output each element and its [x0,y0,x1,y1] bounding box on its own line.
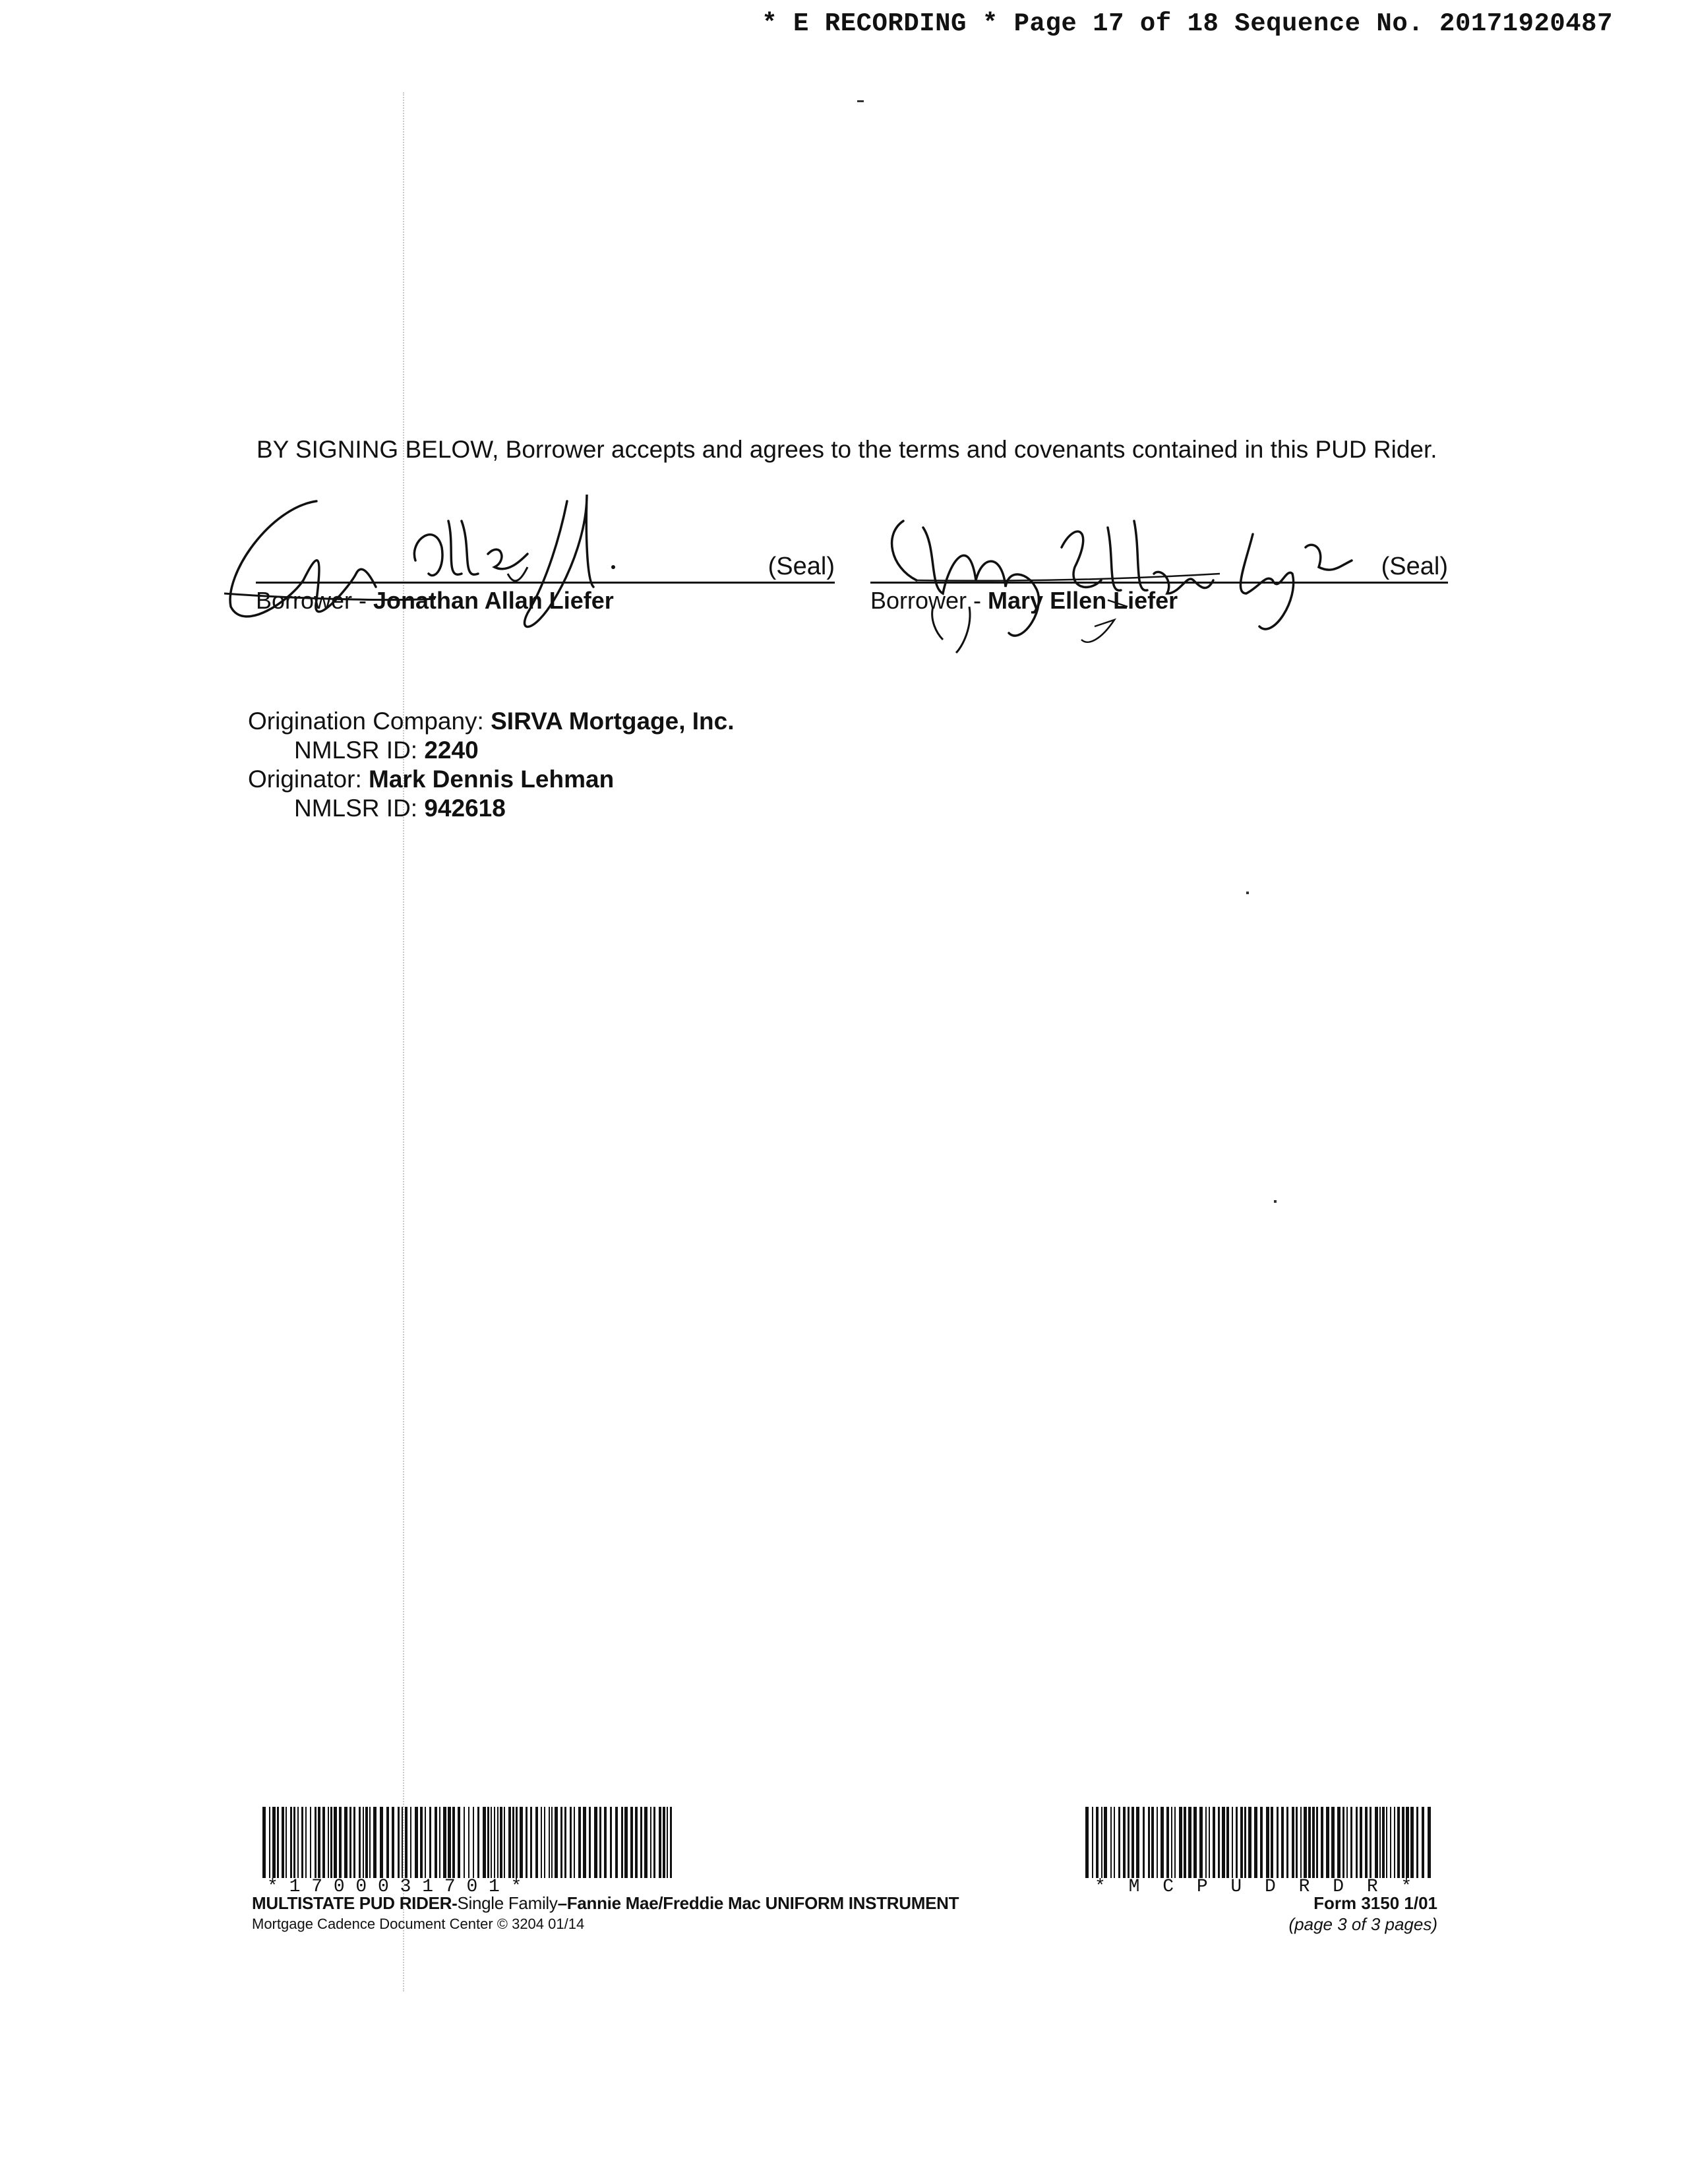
barcode-bar [448,1807,451,1878]
barcode-bar [328,1807,329,1878]
barcode-bar [386,1807,389,1878]
barcode-bar [315,1807,316,1878]
barcode-bar [435,1807,437,1878]
barcode-bar [290,1807,292,1878]
barcode-bar [1213,1807,1215,1878]
barcode-bar [473,1807,474,1878]
barcode-bar [464,1807,465,1878]
borrower-label: Borrower - Jonathan Allan Liefer [256,587,614,614]
barcode-bar [1184,1807,1186,1878]
handwritten-signature-borrower-2 [877,508,1404,659]
barcode-bar [439,1807,440,1878]
barcode-bar [653,1807,655,1878]
document-source: Mortgage Cadence Document Center © 3204 01/14 [252,1916,585,1932]
recording-header: * E RECORDING * Page 17 of 18 Sequence No. 20171920487 [762,9,1613,38]
barcode-bar [551,1807,553,1878]
barcode-bar [359,1807,361,1878]
barcode-bar [1101,1807,1102,1878]
barcode-bar [589,1807,591,1878]
barcode-bar [508,1807,511,1878]
barcode-bar [1240,1807,1243,1878]
barcode-left-text: * 1 7 0 0 0 3 1 7 0 1 * [267,1877,522,1897]
barcode-bar [1300,1807,1302,1878]
barcode-right [1085,1807,1433,1878]
barcode-bar [1104,1807,1107,1878]
barcode-bar [344,1807,347,1878]
barcode-bar [512,1807,514,1878]
barcode-bar [650,1807,651,1878]
form-number: Form 3150 1/01 [1313,1893,1437,1913]
barcode-bar [1271,1807,1273,1878]
barcode-bar [487,1807,489,1878]
barcode-bar [1148,1807,1150,1878]
barcode-bar [1110,1807,1112,1878]
barcode-bar [520,1807,523,1878]
barcode-bar [282,1807,284,1878]
barcode-bar [369,1807,371,1878]
barcode-bar [1422,1807,1424,1878]
barcode-bar [1244,1807,1246,1878]
barcode-bar [318,1807,320,1878]
barcode-bar [574,1807,575,1878]
barcode-bar [599,1807,601,1878]
barcode-bar [594,1807,597,1878]
barcode-bar [659,1807,661,1878]
barcode-bar [604,1807,607,1878]
barcode-bar [293,1807,295,1878]
barcode-bar [535,1807,538,1878]
barcode-bar [578,1807,581,1878]
barcode-bar [610,1807,612,1878]
barcode-bar [1397,1807,1400,1878]
page-count: (page 3 of 3 pages) [1288,1914,1437,1934]
barcode-bar [1428,1807,1431,1878]
barcode-bar [297,1807,299,1878]
barcode-bar [1248,1807,1251,1878]
barcode-bar [1179,1807,1182,1878]
barcode-bar [1304,1807,1307,1878]
barcode-bar [560,1807,562,1878]
barcode-bar [458,1807,460,1878]
barcode-bar [477,1807,479,1878]
barcode-bar [483,1807,486,1878]
barcode-bar [1360,1807,1362,1878]
barcode-bar [1254,1807,1257,1878]
barcode-bar [497,1807,498,1878]
barcode-bar [1188,1807,1191,1878]
barcode-bar [1096,1807,1099,1878]
scan-speck [1246,892,1249,894]
barcode-bar [1205,1807,1207,1878]
borrower-label: Borrower - Mary Ellen Liefer [870,587,1178,614]
barcode-bar [491,1807,492,1878]
barcode-bar [494,1807,495,1878]
barcode-bar [429,1807,431,1878]
barcode-bar [392,1807,394,1878]
barcode-bar [1143,1807,1145,1878]
barcode-bar [373,1807,377,1878]
barcode-bar [564,1807,566,1878]
barcode-bar [425,1807,426,1878]
barcode-bar [1118,1807,1120,1878]
barcode-bar [541,1807,542,1878]
barcode-bar [1281,1807,1284,1878]
barcode-bar [1136,1807,1139,1878]
origination-info [248,707,735,823]
barcode-bar [1346,1807,1348,1878]
barcode-bar [663,1807,665,1878]
barcode-bar [339,1807,342,1878]
barcode-bar [1321,1807,1323,1878]
barcode-bar [1260,1807,1263,1878]
barcode-bar [410,1807,411,1878]
barcode-left [262,1807,678,1878]
barcode-bar [402,1807,403,1878]
barcode-bar [1218,1807,1220,1878]
barcode-bar [1382,1807,1385,1878]
barcode-bar [1337,1807,1341,1878]
barcode-bar [1370,1807,1372,1878]
barcode-bar [1226,1807,1229,1878]
barcode-bar [420,1807,423,1878]
barcode-bar [644,1807,648,1878]
company-nmlsr-id: 2240 [424,737,479,764]
barcode-bar [1092,1807,1093,1878]
barcode-bar [526,1807,528,1878]
barcode-bar [1326,1807,1329,1878]
barcode-bar [1386,1807,1387,1878]
barcode-bar [1342,1807,1344,1878]
barcode-bar [1410,1807,1414,1878]
barcode-bar [1402,1807,1404,1878]
barcode-bar [667,1807,668,1878]
barcode-bar [1171,1807,1172,1878]
barcode-bar [1236,1807,1238,1878]
barcode-bar [1157,1807,1158,1878]
barcode-bar [415,1807,418,1878]
barcode-bar [272,1807,276,1878]
barcode-bar [1123,1807,1126,1878]
barcode-bar [1193,1807,1197,1878]
barcode-bar [549,1807,550,1878]
barcode-bar [1085,1807,1089,1878]
barcode-bar [500,1807,502,1878]
barcode-bar [405,1807,407,1878]
barcode-bar [635,1807,638,1878]
barcode-bar [640,1807,642,1878]
origination-company: SIRVA Mortgage, Inc. [491,708,735,735]
barcode-bar [353,1807,355,1878]
barcode-bar [530,1807,532,1878]
barcode-bar [1166,1807,1169,1878]
borrower-name: Mary Ellen Liefer [988,587,1178,614]
barcode-bar [1160,1807,1164,1878]
barcode-bar [1151,1807,1154,1878]
barcode-bar [1375,1807,1378,1878]
barcode-bar [1232,1807,1233,1878]
barcode-bar [310,1807,311,1878]
barcode-bar [1406,1807,1409,1878]
barcode-bar [468,1807,469,1878]
barcode-bar [1308,1807,1311,1878]
barcode-bar [452,1807,455,1878]
barcode-bar [1174,1807,1176,1878]
originator-nmlsr-line: NMLSR ID: 942618 [294,795,506,822]
barcode-bar [349,1807,351,1878]
barcode-bar [504,1807,505,1878]
barcode-bar [1312,1807,1315,1878]
barcode-bar [363,1807,364,1878]
barcode-bar [1331,1807,1335,1878]
barcode-right-text: * M C P U D R D R * [1095,1877,1412,1897]
barcode-bar [1209,1807,1210,1878]
barcode-bar [621,1807,623,1878]
seal-label: (Seal) [768,553,835,580]
originator-line: Originator: Mark Dennis Lehman [248,766,615,793]
barcode-bar [1292,1807,1294,1878]
borrower-name: Jonathan Allan Liefer [373,587,614,614]
barcode-bar [1266,1807,1269,1878]
barcode-bar [615,1807,618,1878]
barcode-bar [1222,1807,1225,1878]
barcode-bar [1114,1807,1115,1878]
scan-speck [857,100,864,102]
barcode-bar [544,1807,545,1878]
barcode-bar [305,1807,307,1878]
form-footer-right [1289,1893,1438,1935]
barcode-bar [630,1807,633,1878]
barcode-bar [277,1807,279,1878]
barcode-bar [1416,1807,1418,1878]
barcode-bar [583,1807,586,1878]
barcode-bar [670,1807,672,1878]
barcode-bar [1356,1807,1358,1878]
barcode-bar [1131,1807,1134,1878]
barcode-bar [516,1807,518,1878]
seal-label: (Seal) [1381,553,1448,580]
barcode-bar [269,1807,270,1878]
form-footer-left [252,1893,959,1935]
barcode-bar [1128,1807,1130,1878]
barcode-bar [1379,1807,1381,1878]
barcode-bar [555,1807,558,1878]
barcode-bar [398,1807,400,1878]
fold-line [403,92,404,1991]
barcode-bar [1296,1807,1298,1878]
barcode-bar [1350,1807,1352,1878]
company-nmlsr-line: NMLSR ID: 2240 [294,737,479,764]
barcode-bar [1365,1807,1368,1878]
barcode-bar [334,1807,337,1878]
handwritten-signature-borrower-1 [218,481,745,653]
barcode-bar [322,1807,325,1878]
barcode-bar [1316,1807,1318,1878]
barcode-bar [1394,1807,1395,1878]
originator-nmlsr-id: 942618 [424,795,506,822]
barcode-bar [624,1807,628,1878]
barcode-bar [301,1807,303,1878]
origination-company-line: Origination Company: SIRVA Mortgage, Inc. [248,708,735,735]
barcode-bar [1199,1807,1203,1878]
barcode-bar [380,1807,383,1878]
barcode-bar [365,1807,368,1878]
acceptance-statement: BY SIGNING BELOW, Borrower accepts and agrees to the terms and covenants contained in this PUD Rider. [256,436,1437,463]
barcode-bar [1286,1807,1288,1878]
barcode-bar [1277,1807,1279,1878]
barcode-bar [443,1807,446,1878]
barcode-bar [570,1807,572,1878]
barcode-bar [262,1807,266,1878]
barcode-bar [286,1807,287,1878]
barcode-bar [1390,1807,1391,1878]
originator-name: Mark Dennis Lehman [369,766,615,793]
form-title: MULTISTATE PUD RIDER-Single Family–Fannie Mae/Freddie Mac UNIFORM INSTRUMENT [252,1893,959,1913]
scan-speck [1274,1200,1277,1203]
barcode-bar [330,1807,332,1878]
